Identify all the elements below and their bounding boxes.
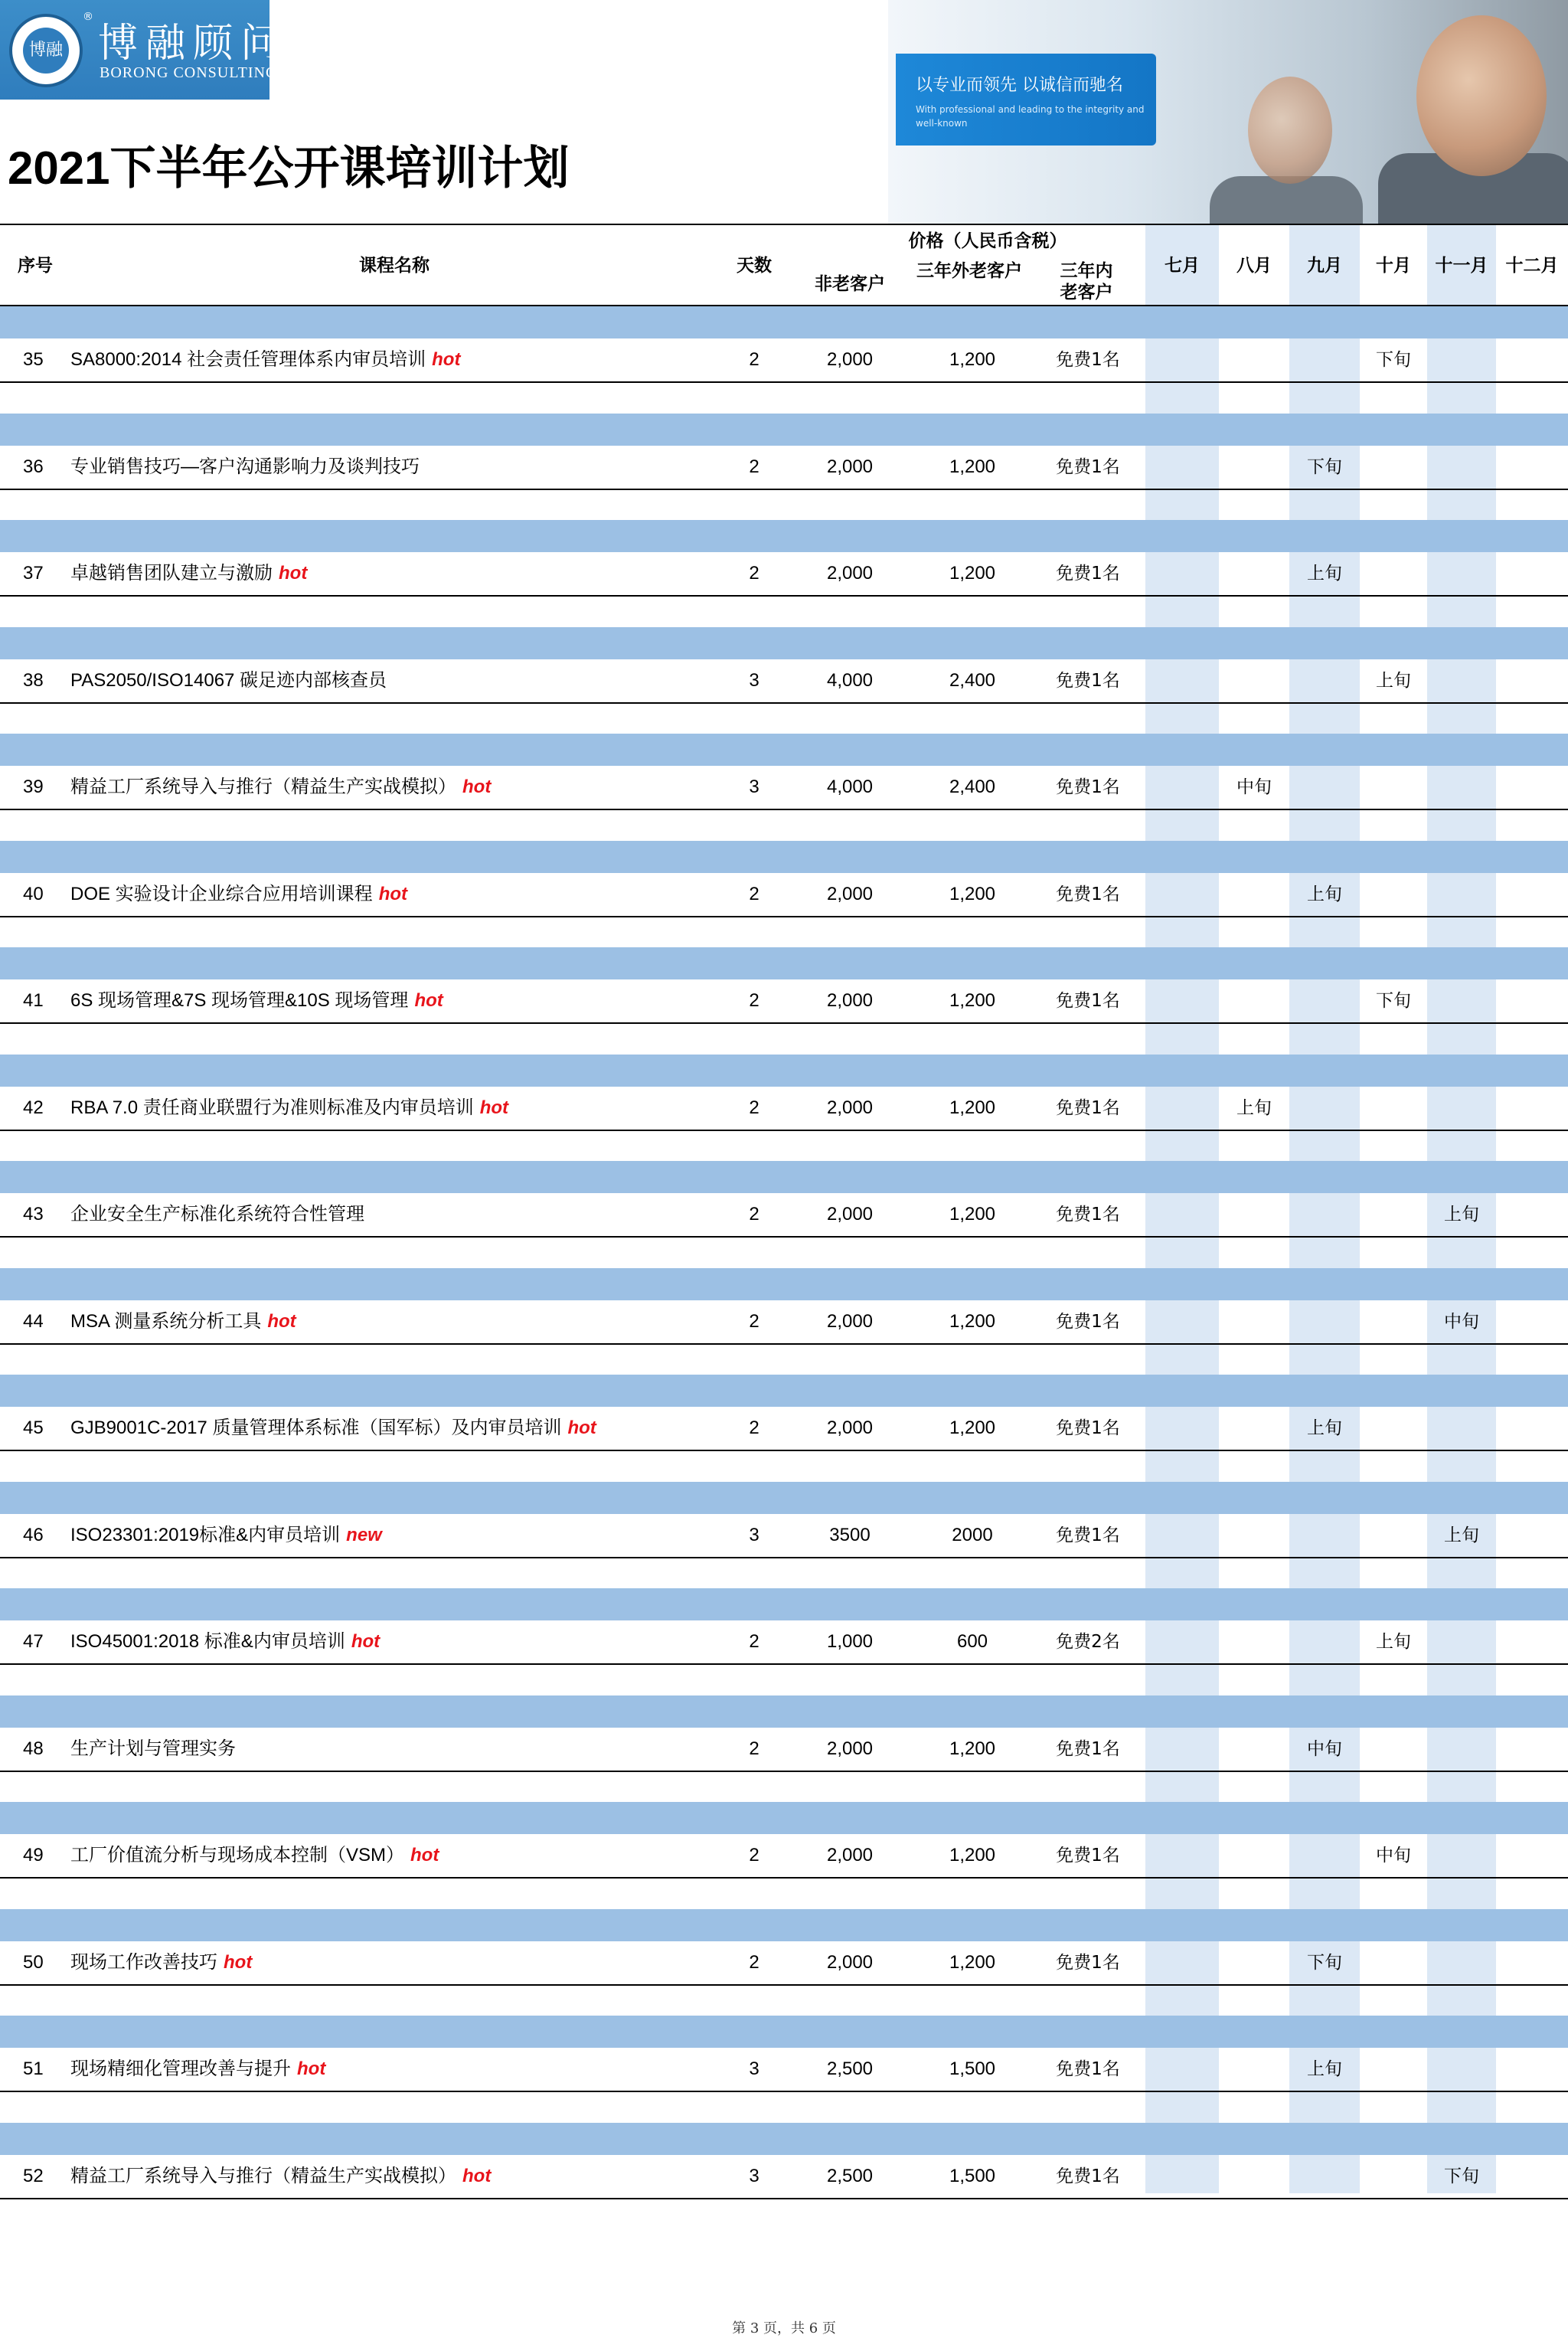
course-tag-badge: hot bbox=[567, 1418, 596, 1438]
course-name-cell bbox=[70, 1941, 252, 1984]
page-title: 2021下半年公开课培训计划 bbox=[8, 142, 570, 194]
price-old-client: 2,400 bbox=[949, 777, 996, 797]
course-name-cell bbox=[70, 1834, 439, 1877]
course-name-cell bbox=[70, 1514, 382, 1557]
course-name-cell bbox=[70, 2155, 491, 2198]
row-separator-band bbox=[0, 1161, 1568, 1193]
row-separator-band bbox=[0, 734, 1568, 766]
course-days: 2 bbox=[749, 349, 760, 370]
logo-seal-text: 博融 bbox=[23, 28, 69, 74]
price-recent-client: 免费1名 bbox=[1056, 1525, 1120, 1545]
course-name-cell bbox=[70, 1300, 296, 1343]
course-days: 2 bbox=[749, 1097, 760, 1118]
page-footer: 第 3 页，共 6 页 bbox=[732, 2320, 836, 2336]
schedule-cell: 下旬 bbox=[1444, 2166, 1479, 2186]
table-row bbox=[0, 1514, 1568, 1558]
course-name: 精益工厂系统导入与推行（精益生产实战模拟） bbox=[70, 777, 456, 797]
course-name-cell bbox=[70, 873, 407, 916]
header-month-aug: 八月 bbox=[1236, 256, 1272, 276]
table-row bbox=[0, 1728, 1568, 1772]
person-photo-icon bbox=[1416, 15, 1547, 176]
row-separator-band bbox=[0, 1802, 1568, 1834]
row-gap bbox=[0, 490, 1568, 522]
schedule-cell: 上旬 bbox=[1307, 564, 1342, 584]
row-number: 50 bbox=[23, 1952, 44, 1973]
row-number: 48 bbox=[23, 1738, 44, 1759]
course-name: 现场精细化管理改善与提升 bbox=[70, 2058, 291, 2079]
banner-slogan-panel bbox=[896, 54, 1156, 146]
course-tag-badge: hot bbox=[462, 777, 492, 797]
price-recent-client: 免费1名 bbox=[1056, 1846, 1120, 1865]
price-old-client: 1,500 bbox=[949, 2058, 996, 2079]
row-number: 52 bbox=[23, 2166, 44, 2186]
header-price-recent: 三年内老客户 bbox=[1060, 261, 1113, 302]
header-month-jul: 七月 bbox=[1165, 256, 1200, 276]
table-row bbox=[0, 446, 1568, 490]
schedule-cell: 中旬 bbox=[1236, 777, 1272, 797]
row-separator-band bbox=[0, 947, 1568, 979]
row-separator-band bbox=[0, 2016, 1568, 2048]
row-number: 51 bbox=[23, 2058, 44, 2079]
course-name-cell bbox=[70, 1087, 508, 1130]
course-days: 3 bbox=[749, 2058, 760, 2079]
row-gap bbox=[0, 597, 1568, 629]
row-gap bbox=[0, 810, 1568, 842]
price-old-client: 2000 bbox=[952, 1525, 993, 1545]
row-number: 38 bbox=[23, 670, 44, 691]
price-new-client: 2,000 bbox=[826, 1204, 874, 1225]
course-name-cell bbox=[70, 446, 420, 489]
table-row bbox=[0, 1087, 1568, 1131]
table-row bbox=[0, 1834, 1568, 1879]
course-days: 3 bbox=[749, 1525, 760, 1545]
company-logo bbox=[0, 0, 289, 100]
row-separator-band bbox=[0, 1588, 1568, 1620]
price-recent-client: 免费1名 bbox=[1056, 671, 1120, 691]
row-gap bbox=[0, 917, 1568, 950]
row-number: 36 bbox=[23, 456, 44, 477]
price-new-client: 1,000 bbox=[826, 1631, 874, 1652]
schedule-cell: 上旬 bbox=[1376, 671, 1411, 691]
header-month-sep: 九月 bbox=[1307, 256, 1342, 276]
course-tag-badge: hot bbox=[479, 1097, 509, 1118]
course-name: 生产计划与管理实务 bbox=[70, 1738, 236, 1759]
table-top-border bbox=[0, 224, 1568, 225]
course-name: 企业安全生产标准化系统符合性管理 bbox=[70, 1204, 364, 1225]
row-separator-band bbox=[0, 1055, 1568, 1087]
price-new-client: 2,000 bbox=[826, 1845, 874, 1865]
course-name-cell bbox=[70, 659, 387, 702]
price-new-client: 4,000 bbox=[826, 777, 874, 797]
row-number: 37 bbox=[23, 563, 44, 584]
row-number: 43 bbox=[23, 1204, 44, 1225]
header-price-new: 非老客户 bbox=[815, 274, 885, 294]
course-name-cell bbox=[70, 1728, 236, 1771]
row-number: 44 bbox=[23, 1311, 44, 1332]
row-gap bbox=[0, 1986, 1568, 2018]
price-new-client: 2,000 bbox=[826, 1097, 874, 1118]
schedule-cell: 下旬 bbox=[1307, 1953, 1342, 1973]
course-name-cell bbox=[70, 552, 307, 595]
course-name-cell bbox=[70, 2048, 325, 2091]
price-old-client: 1,200 bbox=[949, 1418, 996, 1438]
price-old-client: 1,200 bbox=[949, 1738, 996, 1759]
header-month-oct: 十月 bbox=[1376, 256, 1411, 276]
row-gap bbox=[0, 704, 1568, 736]
header-banner-image bbox=[888, 0, 1568, 224]
course-name: RBA 7.0 责任商业联盟行为准则标准及内审员培训 bbox=[70, 1097, 474, 1118]
row-separator-band bbox=[0, 520, 1568, 552]
price-new-client: 2,000 bbox=[826, 990, 874, 1011]
row-gap bbox=[0, 2199, 1568, 2232]
schedule-cell: 上旬 bbox=[1444, 1205, 1479, 1225]
row-gap bbox=[0, 1558, 1568, 1591]
schedule-cell: 下旬 bbox=[1376, 991, 1411, 1011]
header-month-dec: 十二月 bbox=[1505, 256, 1559, 276]
row-number: 42 bbox=[23, 1097, 44, 1118]
course-name: 卓越销售团队建立与激励 bbox=[70, 563, 273, 584]
price-new-client: 2,000 bbox=[826, 349, 874, 370]
table-row bbox=[0, 1941, 1568, 1986]
row-number: 45 bbox=[23, 1418, 44, 1438]
course-tag-badge: hot bbox=[279, 563, 308, 584]
row-number: 35 bbox=[23, 349, 44, 370]
row-separator-band bbox=[0, 1695, 1568, 1728]
price-new-client: 2,000 bbox=[826, 884, 874, 904]
row-separator-band bbox=[0, 841, 1568, 873]
row-number: 41 bbox=[23, 990, 44, 1011]
price-new-client: 2,000 bbox=[826, 1738, 874, 1759]
price-recent-client: 免费1名 bbox=[1056, 1418, 1120, 1438]
price-new-client: 4,000 bbox=[826, 670, 874, 691]
course-name: 工厂价值流分析与现场成本控制（VSM） bbox=[70, 1845, 405, 1865]
course-name: 现场工作改善技巧 bbox=[70, 1952, 217, 1973]
price-recent-client: 免费1名 bbox=[1056, 885, 1120, 904]
header-price-old: 三年外老客户 bbox=[916, 261, 1022, 281]
schedule-cell: 中旬 bbox=[1307, 1739, 1342, 1759]
price-recent-client: 免费1名 bbox=[1056, 777, 1120, 797]
row-gap bbox=[0, 1131, 1568, 1163]
course-tag-badge: hot bbox=[432, 349, 461, 370]
table-row bbox=[0, 1193, 1568, 1238]
table-row bbox=[0, 2155, 1568, 2199]
schedule-cell: 上旬 bbox=[1236, 1098, 1272, 1118]
schedule-cell: 上旬 bbox=[1307, 2059, 1342, 2079]
course-name: MSA 测量系统分析工具 bbox=[70, 1311, 262, 1332]
price-recent-client: 免费1名 bbox=[1056, 350, 1120, 370]
price-recent-client: 免费2名 bbox=[1056, 1632, 1120, 1652]
row-gap bbox=[0, 1024, 1568, 1056]
price-old-client: 1,200 bbox=[949, 1952, 996, 1973]
table-row bbox=[0, 1300, 1568, 1345]
price-new-client: 2,000 bbox=[826, 1311, 874, 1332]
price-old-client: 1,200 bbox=[949, 884, 996, 904]
course-name-cell bbox=[70, 1193, 364, 1236]
price-recent-client: 免费1名 bbox=[1056, 2166, 1120, 2186]
course-days: 2 bbox=[749, 1738, 760, 1759]
row-gap bbox=[0, 1772, 1568, 1804]
course-tag-badge: hot bbox=[351, 1631, 381, 1652]
course-name-cell bbox=[70, 1620, 380, 1663]
header-course-name: 课程名称 bbox=[359, 256, 430, 276]
logo-registered-mark: ® bbox=[83, 11, 93, 23]
course-days: 2 bbox=[749, 1952, 760, 1973]
header-no: 序号 bbox=[18, 256, 53, 276]
course-days: 2 bbox=[749, 1311, 760, 1332]
price-new-client: 2,000 bbox=[826, 563, 874, 584]
price-recent-client: 免费1名 bbox=[1056, 1312, 1120, 1332]
course-tag-badge: hot bbox=[410, 1845, 439, 1865]
schedule-cell: 上旬 bbox=[1307, 1418, 1342, 1438]
course-days: 2 bbox=[749, 456, 760, 477]
row-gap bbox=[0, 1451, 1568, 1483]
price-new-client: 2,000 bbox=[826, 1952, 874, 1973]
price-recent-client: 免费1名 bbox=[1056, 1739, 1120, 1759]
row-number: 46 bbox=[23, 1525, 44, 1545]
course-name: 专业销售技巧—客户沟通影响力及谈判技巧 bbox=[70, 456, 420, 477]
price-old-client: 1,200 bbox=[949, 456, 996, 477]
row-gap bbox=[0, 2092, 1568, 2124]
course-name: ISO23301:2019标准&内审员培训 bbox=[70, 1525, 341, 1545]
price-recent-client: 免费1名 bbox=[1056, 564, 1120, 584]
price-recent-client: 免费1名 bbox=[1056, 991, 1120, 1011]
price-old-client: 1,200 bbox=[949, 563, 996, 584]
row-separator-band bbox=[0, 306, 1568, 338]
price-new-client: 2,000 bbox=[826, 456, 874, 477]
header-days: 天数 bbox=[737, 256, 772, 276]
course-name: ISO45001:2018 标准&内审员培训 bbox=[70, 1631, 345, 1652]
table-row bbox=[0, 2048, 1568, 2092]
row-gap bbox=[0, 1665, 1568, 1697]
table-row bbox=[0, 552, 1568, 597]
row-separator-band bbox=[0, 1268, 1568, 1300]
price-recent-client: 免费1名 bbox=[1056, 1953, 1120, 1973]
price-new-client: 2,000 bbox=[826, 1418, 874, 1438]
table-row bbox=[0, 659, 1568, 704]
course-days: 3 bbox=[749, 670, 760, 691]
course-days: 3 bbox=[749, 777, 760, 797]
course-tag-badge: new bbox=[346, 1525, 382, 1545]
logo-en-name: BORONG CONSULTING bbox=[100, 64, 278, 81]
course-tag-badge: hot bbox=[414, 990, 443, 1011]
schedule-cell: 下旬 bbox=[1376, 350, 1411, 370]
course-name-cell bbox=[70, 979, 443, 1022]
price-recent-client: 免费1名 bbox=[1056, 2059, 1120, 2079]
schedule-cell: 中旬 bbox=[1376, 1846, 1411, 1865]
course-name: PAS2050/ISO14067 碳足迹内部核查员 bbox=[70, 670, 387, 691]
row-number: 47 bbox=[23, 1631, 44, 1652]
course-days: 3 bbox=[749, 2166, 760, 2186]
banner-subtitle: With professional and leading to the integrity and well-known bbox=[916, 104, 1145, 129]
price-old-client: 600 bbox=[956, 1631, 988, 1652]
price-new-client: 3500 bbox=[829, 1525, 871, 1545]
course-days: 2 bbox=[749, 990, 760, 1011]
price-old-client: 1,200 bbox=[949, 1097, 996, 1118]
schedule-cell: 上旬 bbox=[1444, 1525, 1479, 1545]
banner-slogan: 以专业而领先 以诚信而驰名 bbox=[916, 76, 1123, 95]
schedule-cell: 上旬 bbox=[1307, 885, 1342, 904]
row-gap bbox=[0, 1345, 1568, 1377]
header-month-nov: 十一月 bbox=[1435, 256, 1488, 276]
row-separator-band bbox=[0, 627, 1568, 659]
course-name: GJB9001C-2017 质量管理体系标准（国军标）及内审员培训 bbox=[70, 1418, 562, 1438]
course-name: DOE 实验设计企业综合应用培训课程 bbox=[70, 884, 373, 904]
course-tag-badge: hot bbox=[224, 1952, 253, 1973]
course-tag-badge: hot bbox=[378, 884, 407, 904]
course-tag-badge: hot bbox=[462, 2166, 492, 2186]
course-days: 2 bbox=[749, 1418, 760, 1438]
row-separator-band bbox=[0, 1375, 1568, 1407]
table-row bbox=[0, 873, 1568, 917]
row-separator-band bbox=[0, 414, 1568, 446]
schedule-cell: 中旬 bbox=[1444, 1312, 1479, 1332]
row-number: 39 bbox=[23, 777, 44, 797]
course-days: 2 bbox=[749, 1204, 760, 1225]
table-row bbox=[0, 1407, 1568, 1451]
row-gap bbox=[0, 1879, 1568, 1911]
course-tag-badge: hot bbox=[297, 2058, 326, 2079]
course-name-cell bbox=[70, 1407, 596, 1450]
table-row bbox=[0, 1620, 1568, 1665]
price-new-client: 2,500 bbox=[826, 2058, 874, 2079]
schedule-cell: 上旬 bbox=[1376, 1632, 1411, 1652]
row-separator-band bbox=[0, 2123, 1568, 2155]
row-gap bbox=[0, 1238, 1568, 1270]
course-name-cell bbox=[70, 766, 491, 809]
table-row bbox=[0, 338, 1568, 383]
course-days: 2 bbox=[749, 1845, 760, 1865]
price-new-client: 2,500 bbox=[826, 2166, 874, 2186]
price-recent-client: 免费1名 bbox=[1056, 1098, 1120, 1118]
course-days: 2 bbox=[749, 563, 760, 584]
course-tag-badge: hot bbox=[267, 1311, 296, 1332]
row-gap bbox=[0, 383, 1568, 415]
table-row bbox=[0, 979, 1568, 1024]
logo-seal bbox=[9, 14, 83, 87]
row-number: 49 bbox=[23, 1845, 44, 1865]
logo-cn-name: 博融顾问 bbox=[98, 21, 289, 67]
row-number: 40 bbox=[23, 884, 44, 904]
course-name-cell bbox=[70, 338, 460, 381]
course-name: 6S 现场管理&7S 现场管理&10S 现场管理 bbox=[70, 990, 409, 1011]
header-price-group: 价格（人民币含税） bbox=[908, 231, 1067, 251]
table-row bbox=[0, 766, 1568, 810]
price-old-client: 1,200 bbox=[949, 1845, 996, 1865]
price-recent-client: 免费1名 bbox=[1056, 457, 1120, 477]
price-old-client: 1,500 bbox=[949, 2166, 996, 2186]
row-separator-band bbox=[0, 1909, 1568, 1941]
course-days: 2 bbox=[749, 1631, 760, 1652]
price-old-client: 1,200 bbox=[949, 990, 996, 1011]
price-old-client: 1,200 bbox=[949, 1204, 996, 1225]
row-separator-band bbox=[0, 1482, 1568, 1514]
course-name: SA8000:2014 社会责任管理体系内审员培训 bbox=[70, 349, 426, 370]
price-old-client: 1,200 bbox=[949, 1311, 996, 1332]
schedule-cell: 下旬 bbox=[1307, 457, 1342, 477]
course-name: 精益工厂系统导入与推行（精益生产实战模拟） bbox=[70, 2166, 456, 2186]
course-days: 2 bbox=[749, 884, 760, 904]
price-old-client: 2,400 bbox=[949, 670, 996, 691]
price-recent-client: 免费1名 bbox=[1056, 1205, 1120, 1225]
price-old-client: 1,200 bbox=[949, 349, 996, 370]
